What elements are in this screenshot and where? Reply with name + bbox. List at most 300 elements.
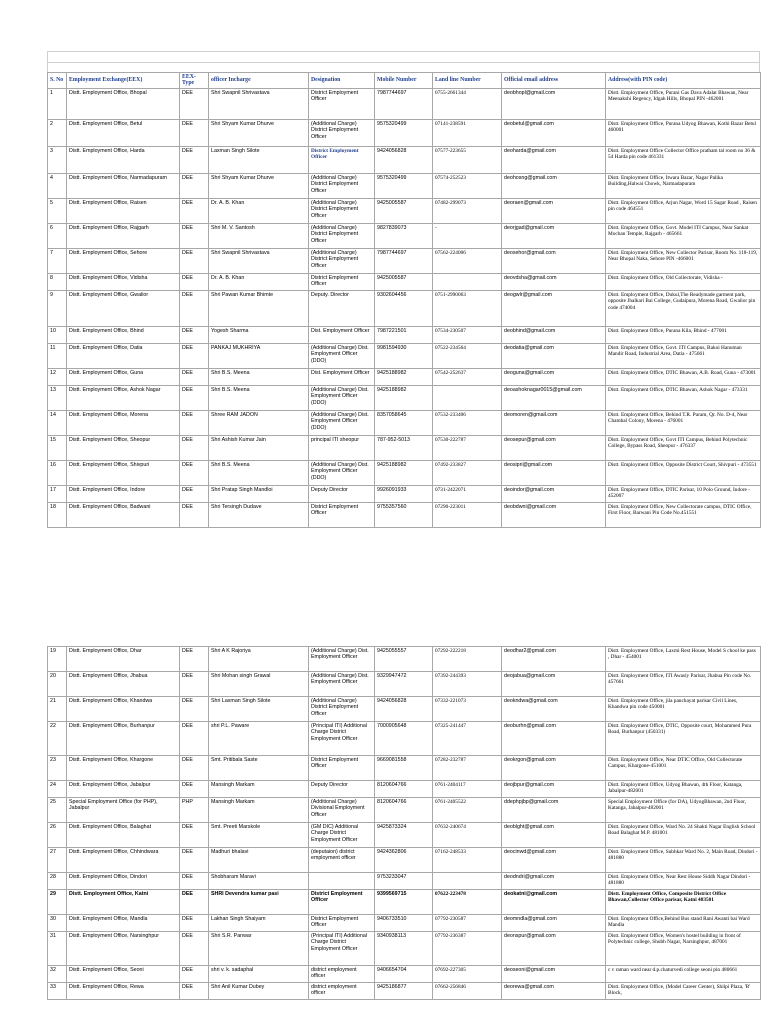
serial-number-cell: 6: [48, 223, 67, 248]
table-row: [48, 983, 761, 1000]
exchange-name-cell: Distt. Employment Office, Dhar: [67, 647, 180, 672]
landline-cell: 07292-222218: [433, 647, 502, 672]
officer-cell: Shri Swapnil Shrivastava: [209, 88, 309, 119]
exchange-type-cell: DEE: [180, 672, 209, 697]
email-cell: deojbpur@gmail.com: [502, 781, 606, 798]
landline-cell: 07162-248533: [433, 848, 502, 873]
officer-cell: Shri S.R. Panwar: [209, 932, 309, 966]
landline-cell: 07532-233406: [433, 410, 502, 435]
exchange-type-cell: DEE: [180, 823, 209, 848]
exchange-type-cell: DEE: [180, 343, 209, 368]
exchange-type-cell: DEE: [180, 722, 209, 756]
exchange-type-cell: DEE: [180, 485, 209, 502]
table-row: [48, 485, 761, 502]
address-cell: Distt. Employment Office, Laxmi Rest House, Model S chool ke pass , Dhar - 454001: [606, 647, 761, 672]
landline-cell: 07534-230507: [433, 326, 502, 343]
serial-number-cell: 8: [48, 273, 67, 290]
officer-cell: SHRI Devendra kumar pasi: [209, 890, 309, 915]
exchange-name-cell: Distt. Employment Office, Chhindwara: [67, 848, 180, 873]
mobile-cell: 9827839073: [375, 223, 433, 248]
officer-cell: Shri Ashish Kumar Jain: [209, 435, 309, 460]
serial-number-cell: 30: [48, 915, 67, 932]
officer-cell: Dr. A. B. Khan: [209, 198, 309, 223]
officer-cell: Shri Shyam Kumar Dhurve: [209, 119, 309, 146]
officer-cell: Shri A K Rajoriya: [209, 647, 309, 672]
mobile-cell: 9575320499: [375, 173, 433, 198]
exchange-type-cell: DEE: [180, 198, 209, 223]
exchange-name-cell: Distt. Employment Office, Harda: [67, 146, 180, 173]
officer-cell: Dr. A. B. Khan: [209, 273, 309, 290]
exchange-name-cell: Distt. Employment Office, Katni: [67, 890, 180, 915]
address-cell: Distt. Employment Office, DTIC Bhawan, A.B. Road, Guna - 473001: [606, 368, 761, 385]
table-row: [48, 915, 761, 932]
table-row: [48, 410, 761, 435]
mobile-cell: 8120604766: [375, 798, 433, 823]
serial-number-cell: 2: [48, 119, 67, 146]
address-cell: Distt. Employment Office, Govt ITI Campus, Behind Polytechnic College, Bypass Road, Sheopur - 476337: [606, 435, 761, 460]
table-row: [48, 248, 761, 273]
landline-cell: 07522-234564: [433, 343, 502, 368]
officer-cell: Lakhan Singh Shaiyam: [209, 915, 309, 932]
mobile-cell: 7987744697: [375, 88, 433, 119]
landline-cell: 07622-223478: [433, 890, 502, 915]
mobile-cell: 9425055557: [375, 647, 433, 672]
serial-number-cell: 11: [48, 343, 67, 368]
landline-cell: 07792-236387: [433, 932, 502, 966]
mobile-cell: 7987221501: [375, 326, 433, 343]
serial-number-cell: 7: [48, 248, 67, 273]
mobile-cell: 9424056828: [375, 697, 433, 722]
column-header: Address(with PIN code): [606, 73, 761, 89]
table-row: [48, 223, 761, 248]
designation-cell: Deputy Director: [309, 781, 375, 798]
mobile-cell: 7987744697: [375, 248, 433, 273]
serial-number-cell: 14: [48, 410, 67, 435]
column-header: officer Incharge: [209, 73, 309, 89]
table-row: [48, 290, 761, 326]
landline-cell: 07325-241447: [433, 722, 502, 756]
officer-cell: Shri B.S. Meena: [209, 385, 309, 410]
landline-cell: 07632-240674: [433, 823, 502, 848]
serial-number-cell: 3: [48, 146, 67, 173]
designation-cell: (Additional Charge) Dist. Employment Officer (DDO): [309, 343, 375, 368]
officer-cell: Mansingh Markam: [209, 781, 309, 798]
officer-cell: Madhuri bhalavi: [209, 848, 309, 873]
landline-cell: 07290-223011: [433, 502, 502, 527]
table-row: [48, 273, 761, 290]
serial-number-cell: 10: [48, 326, 67, 343]
serial-number-cell: 24: [48, 781, 67, 798]
officer-cell: Shree RAM JADON: [209, 410, 309, 435]
mobile-cell: 7000905648: [375, 722, 433, 756]
table-row: [48, 326, 761, 343]
serial-number-cell: 22: [48, 722, 67, 756]
table-row: [48, 672, 761, 697]
exchange-type-cell: DEE: [180, 915, 209, 932]
email-cell: deosepur@gmail.com: [502, 435, 606, 460]
table-body: [48, 647, 761, 1000]
mobile-cell: 9406733510: [375, 915, 433, 932]
table-row: [48, 722, 761, 756]
designation-cell: (Additional Charge) Dist. Employment Officer (DDO): [309, 460, 375, 485]
mobile-cell: 8357058645: [375, 410, 433, 435]
designation-cell: (Additional Charge) District Employment Officer: [309, 248, 375, 273]
column-header: EEX-Type: [180, 73, 209, 89]
mobile-cell: 9425188982: [375, 368, 433, 385]
mobile-cell: 9669081558: [375, 756, 433, 781]
landline-cell: 0761-2404117: [433, 781, 502, 798]
sheet-gridline: [759, 51, 760, 72]
column-header: Official email address: [502, 73, 606, 89]
table-row: [48, 823, 761, 848]
exchange-name-cell: Distt. Employment Office, Rajgarh: [67, 223, 180, 248]
landline-cell: [433, 273, 502, 290]
table-row: [48, 873, 761, 890]
landline-cell: 0761-2405522: [433, 798, 502, 823]
email-cell: deoharda@gmail.com: [502, 146, 606, 173]
exchange-type-cell: DEE: [180, 460, 209, 485]
mobile-cell: 9425188982: [375, 460, 433, 485]
email-cell: deokatni@gmail.com: [502, 890, 606, 915]
table-row: [48, 435, 761, 460]
landline-cell: 07332-221073: [433, 697, 502, 722]
address-cell: Distt. Employment Office, Govt. Model ITI Campus, Near Sankat Mochan Temple, Rajgarh - 465661: [606, 223, 761, 248]
landline-cell: -: [433, 223, 502, 248]
address-cell: Distt. Employment Office, Women's hostel building in front of Polytechnic college, Shubh Nagar, Narsinghpur, 487001: [606, 932, 761, 966]
designation-cell: (Additional Charge) District Employment Officer: [309, 697, 375, 722]
column-header: Designation: [309, 73, 375, 89]
table-row: [48, 798, 761, 823]
exchange-type-cell: DEE: [180, 385, 209, 410]
landline-cell: 07542-252637: [433, 368, 502, 385]
exchange-type-cell: DEE: [180, 368, 209, 385]
mobile-cell: 9755357560: [375, 502, 433, 527]
email-cell: deobhopl@gmail.com: [502, 88, 606, 119]
email-cell: deobhind@gmail.com: [502, 326, 606, 343]
serial-number-cell: 18: [48, 502, 67, 527]
address-cell: Distt. Employment Office, Govt. ITI Campus, Bakoi Hanuman Mandir Road, Industrial Area, Datia - 475661: [606, 343, 761, 368]
address-cell: Distt. Employment Office, DTIC, Opposite court, Mohammed Pura Road, Burhanpur (450331): [606, 722, 761, 756]
table-row: [48, 756, 761, 781]
email-cell: deodatia@gmail.com: [502, 343, 606, 368]
designation-cell: District Employment Officer: [309, 890, 375, 915]
exchange-type-cell: DEE: [180, 88, 209, 119]
exchange-name-cell: Distt. Employment Office, Sheopur: [67, 435, 180, 460]
exchange-type-cell: DEE: [180, 932, 209, 966]
serial-number-cell: 17: [48, 485, 67, 502]
address-cell: Distt. Employment Office, Near DTIC Office, Old Collectorate Campus, Khargone-451001: [606, 756, 761, 781]
email-cell: deovdsha@gmail.com: [502, 273, 606, 290]
address-cell: Distt. Employment Office, DTIC Parisar, 10 Polo Ground, Indore - 452007: [606, 485, 761, 502]
exchange-type-cell: DEE: [180, 756, 209, 781]
exchange-type-cell: DEE: [180, 435, 209, 460]
exchange-name-cell: Distt. Employment Office, Burhanpur: [67, 722, 180, 756]
address-cell: Distt. Employment Office, Purana Kila, Bhind - 477001: [606, 326, 761, 343]
exchange-name-cell: Distt. Employment Office, Dindori: [67, 873, 180, 890]
table-row: [48, 368, 761, 385]
exchange-name-cell: Distt. Employment Office, Khargone: [67, 756, 180, 781]
table-row: [48, 848, 761, 873]
address-cell: Distt. Employment Office, (Model Career Center), Shilpi Plaza, 'B' Block,: [606, 983, 761, 1000]
table-header-row: [48, 73, 761, 89]
employment-office-table-page-1: [47, 72, 761, 528]
exchange-name-cell: Distt. Employment Office, Jhabua: [67, 672, 180, 697]
designation-cell: (Additional Charge) Dist. Employment Officer: [309, 647, 375, 672]
exchange-name-cell: Distt. Employment Office, Betul: [67, 119, 180, 146]
address-cell: Distt. Employment Office, Behind T.R. Puram, Qr. No. D-4, Near Chambal Colony, Morena - 476001: [606, 410, 761, 435]
officer-cell: PANKAJ MUKHRIYA: [209, 343, 309, 368]
table-row: [48, 890, 761, 915]
employment-office-table-page-2: [47, 646, 761, 1000]
address-cell: Distt. Employment Office, jila panchayat parisar Civil Lines, Khandwa pin code 450001: [606, 697, 761, 722]
table-row: [48, 697, 761, 722]
mobile-cell: 9425188982: [375, 385, 433, 410]
address-cell: Distt. Employment Office, Purani Gas Dava Adalat Bhawan, Near Meenakshi Regency, Idgah Hills, Bhopal PIN -462001: [606, 88, 761, 119]
table-row: [48, 502, 761, 527]
email-cell: deomoren@gmail.com: [502, 410, 606, 435]
mobile-cell: 787-952-5013: [375, 435, 433, 460]
mobile-cell: 8120604766: [375, 781, 433, 798]
exchange-type-cell: DEE: [180, 146, 209, 173]
exchange-type-cell: DEE: [180, 248, 209, 273]
address-cell: Distt. Employment Office, Udyog Bhawan, 4th Floor, Katanga, Jabalpur-482001: [606, 781, 761, 798]
officer-cell: Shobharam Maravi: [209, 873, 309, 890]
landline-cell: 07574-252523: [433, 173, 502, 198]
designation-cell: Dist. Employment Officer: [309, 368, 375, 385]
email-cell: deosipri@gmail.com: [502, 460, 606, 485]
officer-cell: Mansingh Markam: [209, 798, 309, 823]
designation-cell: (Additional Charge) District Employment Officer: [309, 198, 375, 223]
officer-cell: Shri Pawan Kumar Bhimte: [209, 290, 309, 326]
serial-number-cell: 15: [48, 435, 67, 460]
exchange-name-cell: Distt. Employment Office, Rewa: [67, 983, 180, 1000]
designation-cell: (Additional Charge) Dist. Employment Officer: [309, 672, 375, 697]
designation-cell: (Additional Charge) District Employment Officer: [309, 119, 375, 146]
exchange-type-cell: DEE: [180, 873, 209, 890]
email-cell: ddephpjbp@gmail.com: [502, 798, 606, 823]
officer-cell: Shri M. V. Santosh: [209, 223, 309, 248]
serial-number-cell: 21: [48, 697, 67, 722]
landline-cell: 07692-227305: [433, 966, 502, 983]
mobile-cell: 9753233047: [375, 873, 433, 890]
serial-number-cell: 9: [48, 290, 67, 326]
email-cell: deosehor@gmail.com: [502, 248, 606, 273]
email-cell: deokndwa@gmail.com: [502, 697, 606, 722]
officer-cell: Shri Mohan singh Grawal: [209, 672, 309, 697]
landline-cell: 0755-2661344: [433, 88, 502, 119]
exchange-type-cell: DEE: [180, 697, 209, 722]
exchange-type-cell: DEE: [180, 173, 209, 198]
serial-number-cell: 12: [48, 368, 67, 385]
landline-cell: 07482-299073: [433, 198, 502, 223]
address-cell: Distt. Employment Office, New Collector Parisar, Room No. 118-119, Near Bhopal Naka, Sehore PIN -466001: [606, 248, 761, 273]
officer-cell: Shri Tersingh Dudave: [209, 502, 309, 527]
address-cell: Special Employment Office (for DA), UdyogBhawan, 2nd Floor, Katanga, Jabalpur-482001: [606, 798, 761, 823]
exchange-name-cell: Distt. Employment Office, Ashok Nagar: [67, 385, 180, 410]
exchange-type-cell: DEE: [180, 326, 209, 343]
table-row: [48, 173, 761, 198]
designation-cell: Deputy Director: [309, 485, 375, 502]
exchange-name-cell: Distt. Employment Office, Vidisha: [67, 273, 180, 290]
email-cell: deomndla@gmail.com: [502, 915, 606, 932]
officer-cell: Shri Anil Kumar Dubey: [209, 983, 309, 1000]
serial-number-cell: 29: [48, 890, 67, 915]
address-cell: Distt. Employment Office, ITI Awasiy Parisar, Jhabua Pin code No. 457661: [606, 672, 761, 697]
designation-cell: (deputaion) district employment officer: [309, 848, 375, 873]
designation-cell: (Additional Charge) Dist. Employment Officer (DDO): [309, 410, 375, 435]
mobile-cell: 9302604456: [375, 290, 433, 326]
designation-cell: (Additional Charge) District Employment Officer: [309, 173, 375, 198]
email-cell: deoseoni@gmail.com: [502, 966, 606, 983]
designation-cell: (Additional Charge) District Employment Officer: [309, 223, 375, 248]
designation-cell: (Principal ITI) Additional Charge District Employment Officer: [309, 722, 375, 756]
address-cell: Distt. Employment Office, DTIC Bhawan, Ashok Nagar - 473331: [606, 385, 761, 410]
mobile-cell: 9425186877: [375, 983, 433, 1000]
serial-number-cell: 23: [48, 756, 67, 781]
exchange-type-cell: DEE: [180, 273, 209, 290]
serial-number-cell: 4: [48, 173, 67, 198]
email-cell: deorjgad@gmail.com: [502, 223, 606, 248]
designation-cell: District Employment Officer: [309, 756, 375, 781]
email-cell: deokrgon@gmail.com: [502, 756, 606, 781]
email-cell: deoguna@gmail.com: [502, 368, 606, 385]
designation-cell: district employment officer: [309, 966, 375, 983]
exchange-name-cell: Distt. Employment Office, Raisen: [67, 198, 180, 223]
officer-cell: Smt. Pritibala Saste: [209, 756, 309, 781]
officer-cell: Shri Laxman Singh Silote: [209, 697, 309, 722]
table-row: [48, 781, 761, 798]
exchange-name-cell: Distt. Employment Office, Morena: [67, 410, 180, 435]
designation-cell: district employment officer: [309, 983, 375, 1000]
email-cell: deogwlr@gmail.com: [502, 290, 606, 326]
address-cell: Distt. Employment Office, Composite District Office Bhawan,Collector Office parisar, Katni 483501: [606, 890, 761, 915]
serial-number-cell: 16: [48, 460, 67, 485]
officer-cell: shri v. k. sadaphal: [209, 966, 309, 983]
table-row: [48, 119, 761, 146]
designation-cell: District Employment Officer: [309, 146, 375, 173]
mobile-cell: 9425873324: [375, 823, 433, 848]
address-cell: Distt. Employment Office, Near Rest House Siddh Nagar Dindori - 481880: [606, 873, 761, 890]
table-row: [48, 647, 761, 672]
serial-number-cell: 32: [48, 966, 67, 983]
mobile-cell: 9329947472: [375, 672, 433, 697]
mobile-cell: 9575320499: [375, 119, 433, 146]
designation-cell: District Employment Officer: [309, 502, 375, 527]
exchange-name-cell: Distt. Employment Office, Mandla: [67, 915, 180, 932]
table-row: [48, 966, 761, 983]
exchange-name-cell: Distt. Employment Office, Bhind: [67, 326, 180, 343]
exchange-name-cell: Distt. Employment Office, Narmadapuram: [67, 173, 180, 198]
serial-number-cell: 20: [48, 672, 67, 697]
table-body: [48, 88, 761, 527]
column-header: Mobile Number: [375, 73, 433, 89]
designation-cell: (Principal ITI) Additional Charge District Employment Officer: [309, 932, 375, 966]
email-cell: deorewa@gmail.com: [502, 983, 606, 1000]
address-cell: Distt. Employment Office, Subhkar Ward No. 2, Main Road, Dindori - 481880: [606, 848, 761, 873]
serial-number-cell: 33: [48, 983, 67, 1000]
address-cell: Distt. Employment Office, Ward No. 24 Shakti Nagar English School Road Balaghat M.P. 481001: [606, 823, 761, 848]
email-cell: deonspur@gmail.com: [502, 932, 606, 966]
designation-cell: (Additional Charge) Dist. Employment Officer (DDO): [309, 385, 375, 410]
serial-number-cell: 13: [48, 385, 67, 410]
email-cell: deojabua@gmail.com: [502, 672, 606, 697]
officer-cell: Shri B.S. Meena: [209, 368, 309, 385]
mobile-cell: 9926091933: [375, 485, 433, 502]
designation-cell: (Additional Charge) Divisional Employment Officer: [309, 798, 375, 823]
exchange-name-cell: Distt. Employment Office, Sehore: [67, 248, 180, 273]
exchange-type-cell: DEE: [180, 890, 209, 915]
exchange-name-cell: Distt. Employment Office, Badwani: [67, 502, 180, 527]
serial-number-cell: 1: [48, 88, 67, 119]
officer-cell: Laxman Singh Silote: [209, 146, 309, 173]
address-cell: Distt. Employment Office, Purana Udyog Bhawan, Kothi Bazar Betul 460001: [606, 119, 761, 146]
sheet-gridline: [47, 51, 48, 72]
email-cell: deodndri@gmail.com: [502, 873, 606, 890]
officer-cell: Shri B.S. Meena: [209, 460, 309, 485]
email-cell: deoburhn@gmail.com: [502, 722, 606, 756]
designation-cell: District Employment Officer: [309, 915, 375, 932]
serial-number-cell: 28: [48, 873, 67, 890]
exchange-type-cell: DEE: [180, 223, 209, 248]
landline-cell: [433, 385, 502, 410]
landline-cell: [433, 873, 502, 890]
exchange-name-cell: Distt. Employment Office, Seoni: [67, 966, 180, 983]
exchange-name-cell: Distt. Employment Office, Jabalpur: [67, 781, 180, 798]
exchange-type-cell: DEE: [180, 781, 209, 798]
table-row: [48, 88, 761, 119]
exchange-type-cell: PHP: [180, 798, 209, 823]
mobile-cell: 9424362806: [375, 848, 433, 873]
exchange-type-cell: DEE: [180, 848, 209, 873]
email-cell: deoblght@gmail.com: [502, 823, 606, 848]
table-row: [48, 932, 761, 966]
exchange-name-cell: Distt. Employment Office, Datia: [67, 343, 180, 368]
landline-cell: 07282-232787: [433, 756, 502, 781]
landline-cell: 07492-233827: [433, 460, 502, 485]
exchange-name-cell: Special Employment Office (for PHP), Jabalpur: [67, 798, 180, 823]
officer-cell: shri P.L. Paware: [209, 722, 309, 756]
serial-number-cell: 25: [48, 798, 67, 823]
email-cell: deobetul@gmail.com: [502, 119, 606, 146]
table-row: [48, 146, 761, 173]
column-header: S. No: [48, 73, 67, 89]
landline-cell: 07530-222787: [433, 435, 502, 460]
designation-cell: Deputy. Director: [309, 290, 375, 326]
officer-cell: Smt. Preeti Marskole: [209, 823, 309, 848]
address-cell: Distt. Employment Office, Itwara Bazar, Nagar Palika Building,Halwai Chowk, Narmadapuram: [606, 173, 761, 198]
landline-cell: 07662-256846: [433, 983, 502, 1000]
column-header: Employment Exchange(EEX): [67, 73, 180, 89]
serial-number-cell: 5: [48, 198, 67, 223]
mobile-cell: 9406654704: [375, 966, 433, 983]
landline-cell: 07577-223655: [433, 146, 502, 173]
officer-cell: Shri Shyam Kumar Dhurve: [209, 173, 309, 198]
email-cell: deobdwni@gmail.com: [502, 502, 606, 527]
exchange-name-cell: Distt. Employment Office, Balaghat: [67, 823, 180, 848]
table-row: [48, 343, 761, 368]
designation-cell: District Employment Officer: [309, 88, 375, 119]
landline-cell: 0731-2422071: [433, 485, 502, 502]
address-cell: Distt. Employment Office, Dukul,The Readymade garment park, opposite Jhalkari Bai College, Gudaipura, Morena Road, Gwalior pin code 474004: [606, 290, 761, 326]
mobile-cell: 9399569715: [375, 890, 433, 915]
email-cell: deodhar2@gmail.com: [502, 647, 606, 672]
designation-cell: (GM DIC) Additional Charge District Employment Officer: [309, 823, 375, 848]
officer-cell: Yogesh Sharma: [209, 326, 309, 343]
exchange-name-cell: Distt. Employment Office, Bhopal: [67, 88, 180, 119]
email-cell: deoraen@gmail.com: [502, 198, 606, 223]
landline-cell: 07141-238591: [433, 119, 502, 146]
address-cell: c v raman ward near d.p.chaturvedi college seoni pin 480661: [606, 966, 761, 983]
